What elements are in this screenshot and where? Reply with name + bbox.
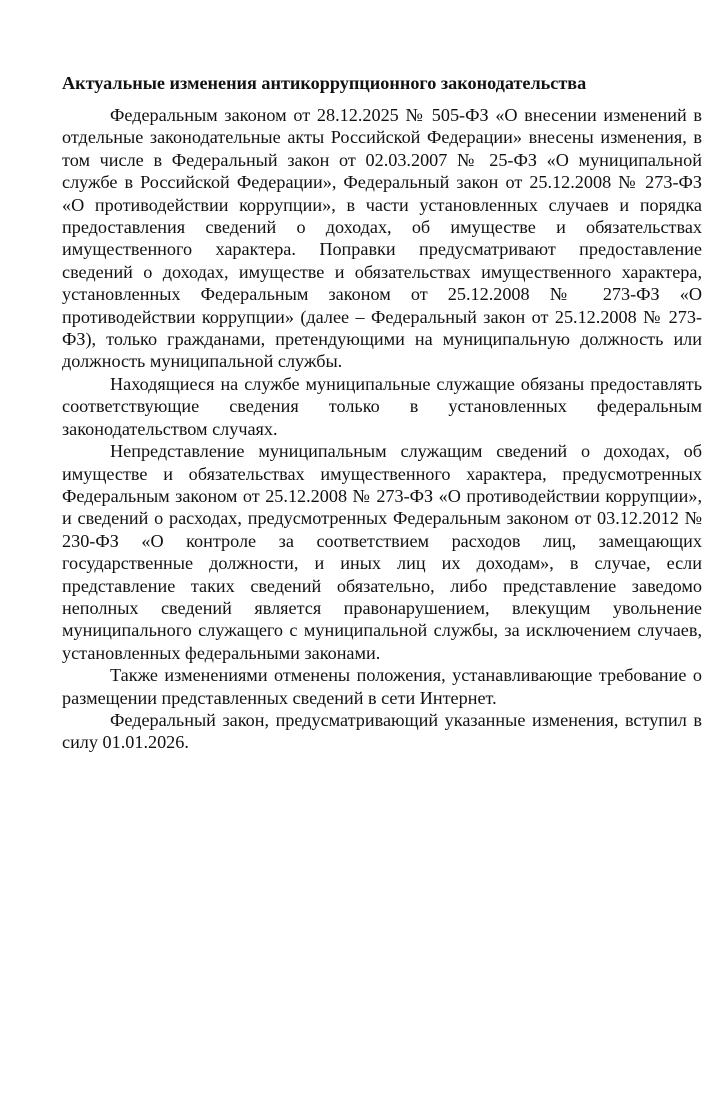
paragraph-non-submission: Непредставление муниципальным служащим сведений о доходах, об имуществе и обязательствах имущественного характера, предусмотренных Федеральным законом от 25.12.2008 № 273-ФЗ «О противодействии коррупции», и сведений о расходах, предусмотренных Федеральным законом от 03.12.2012 № 230-ФЗ «О контроле за соответствием расходов лиц, замещающих государственные должности, и иных лиц их доходам», в случае, если представление таких сведений обязательно, либо представление заведомо неполных сведений является правонарушением, влекущим увольнение муниципального служащего с муниципальной службы, за исключением случаев, установленных федеральными законами. xyxy=(62,441,702,663)
paragraph-internet-publication: Также изменениями отменены положения, устанавливающие требование о размещении представленных сведений в сети Интернет. xyxy=(62,665,702,708)
document-title: Актуальные изменения антикоррупционного законодательства xyxy=(62,73,587,93)
document-page xyxy=(62,72,702,754)
paragraph-serving-employees: Находящиеся на службе муниципальные служащие обязаны предоставлять соответствующие сведения только в установленных федеральным законодательством случаях. xyxy=(62,373,702,439)
paragraph-law-changes: Федеральным законом от 28.12.2025 № 505-ФЗ «О внесении изменений в отдельные законодательные акты Российской Федерации» внесены изменения, в том числе в Федеральный закон от 02.03.2007 № 25-ФЗ «О муниципальной службе в Российской Федерации», Федеральный закон от 25.12.2008 № 273-ФЗ «О противодействии коррупции», в части установленных случаев и порядка предоставления сведений о доходах, об имуществе и обязательствах имущественного характера. Поправки предусматривают предоставление сведений о доходах, имуществе и обязательствах имущественного характера, установленных Федеральным законом от 25.12.2008 № 273-ФЗ «О противодействии коррупции» (далее – Федеральный закон от 25.12.2008 № 273-ФЗ), только гражданами, претендующими на муниципальную должность или должность муниципальной службы. xyxy=(62,105,702,372)
paragraph-effective-date: Федеральный закон, предусматривающий указанные изменения, вступил в силу 01.01.2026. xyxy=(62,709,702,753)
